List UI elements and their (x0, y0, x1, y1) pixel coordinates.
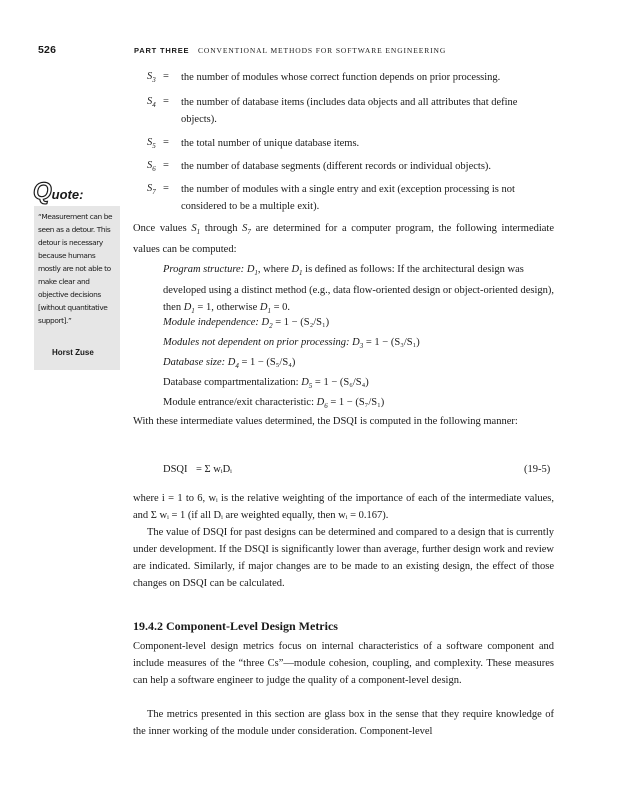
quote-text: “Measurement can be seen as a detour. This detour is necessary because humans mostly are not able to make clear and objective decisions [without quantitative support].” (38, 212, 113, 325)
section-paragraph: Component-level design metrics focus on internal characteristics of a software component and include measures of the “three Cs”—module cohesion, coupling, and complexity. These measures can help a software engineer to judge the quality of a component-level design. (133, 641, 554, 686)
intermediate-d5: Database compartmentalization: $D_5 = 1 - (S_6/S_4)$ (163, 377, 369, 391)
definition-symbol: $S_6$ (147, 160, 156, 174)
quote-author: Horst Zuse (52, 348, 94, 357)
running-head-part: PART THREE (134, 46, 190, 55)
section-paragraph: The metrics presented in this section are glass box in the sense that they require knowledge of the inner working of the module under consideration. Component-level (133, 709, 554, 737)
running-head-title: CONVENTIONAL METHODS FOR SOFTWARE ENGINEERING (198, 46, 447, 55)
equation-lhs: DSQI (163, 464, 188, 475)
definition-text: the number of database segments (different records or individual objects). (181, 161, 492, 172)
definition-symbol: $S_3$ (147, 71, 156, 85)
intermediate-d1: Program structure: $D_1$, where $D_1$ is defined as follows: If the architectural design was developed using a distinct method (e.g., data flow-oriented design or object-oriented design), then $D_1 = 1$, otherwise $D_1 = 0$. (163, 264, 555, 316)
definition-text: the number of database items (includes data objects and all attributes that define objects). (181, 97, 518, 125)
definition-text: the total number of unique database items. (181, 138, 360, 149)
definition-symbol: $S_4$ (147, 96, 156, 110)
quote-heading: Quote: (33, 178, 84, 205)
definition-equals: = (163, 160, 169, 171)
definition-equals: = (163, 71, 169, 82)
definition-symbol: $S_7$ (147, 183, 156, 197)
definition-equals: = (163, 96, 169, 107)
intermediate-d6: Module entrance/exit characteristic: $D_6 = 1 - (S_7/S_1)$ (163, 397, 385, 411)
intermediate-d4: Database size: $D_4 = 1 - (S_5/S_4)$ (163, 357, 296, 371)
dsqi-intro-paragraph: With these intermediate values determined, the DSQI is computed in the following manner: (133, 416, 518, 427)
page-number: 526 (38, 44, 57, 56)
equation-rhs: = Σ wᵢDᵢ (196, 464, 232, 475)
definition-equals: = (163, 183, 169, 194)
definition-equals: = (163, 137, 169, 148)
where-paragraph: where i = 1 to 6, wᵢ is the relative weighting of the importance of each of the intermediate values, and Σ wᵢ = 1 (if all Dᵢ are weighted equally, then wᵢ = 0.167). (133, 493, 554, 521)
intermediate-d2: Module independence: $D_2 = 1 - (S_2/S_1)$ (163, 317, 330, 331)
definition-text: the number of modules with a single entry and exit (exception processing is not considered to be a multiple exit). (181, 184, 515, 212)
value-paragraph: The value of DSQI for past designs can be determined and compared to a design that is currently under development. If the DSQI is significantly lower than average, further design work and review are indicated. Similarly, if major changes are to be made to an existing design, the effect of those changes on DSQI can be calculated. (133, 527, 554, 589)
definition-symbol: $S_5$ (147, 137, 156, 151)
definition-text: the number of modules whose correct function depends on prior processing. (181, 72, 501, 83)
intermediate-d3: Modules not dependent on prior processing: $D_3 = 1 - (S_3/S_1)$ (163, 337, 420, 351)
intro-paragraph: Once values $S_1$ through $S_7$ are determined for a computer program, the following intermediate values can be computed: (133, 223, 555, 256)
equation-number: (19-5) (524, 464, 551, 475)
section-heading: 19.4.2 Component-Level Design Metrics (133, 619, 338, 633)
